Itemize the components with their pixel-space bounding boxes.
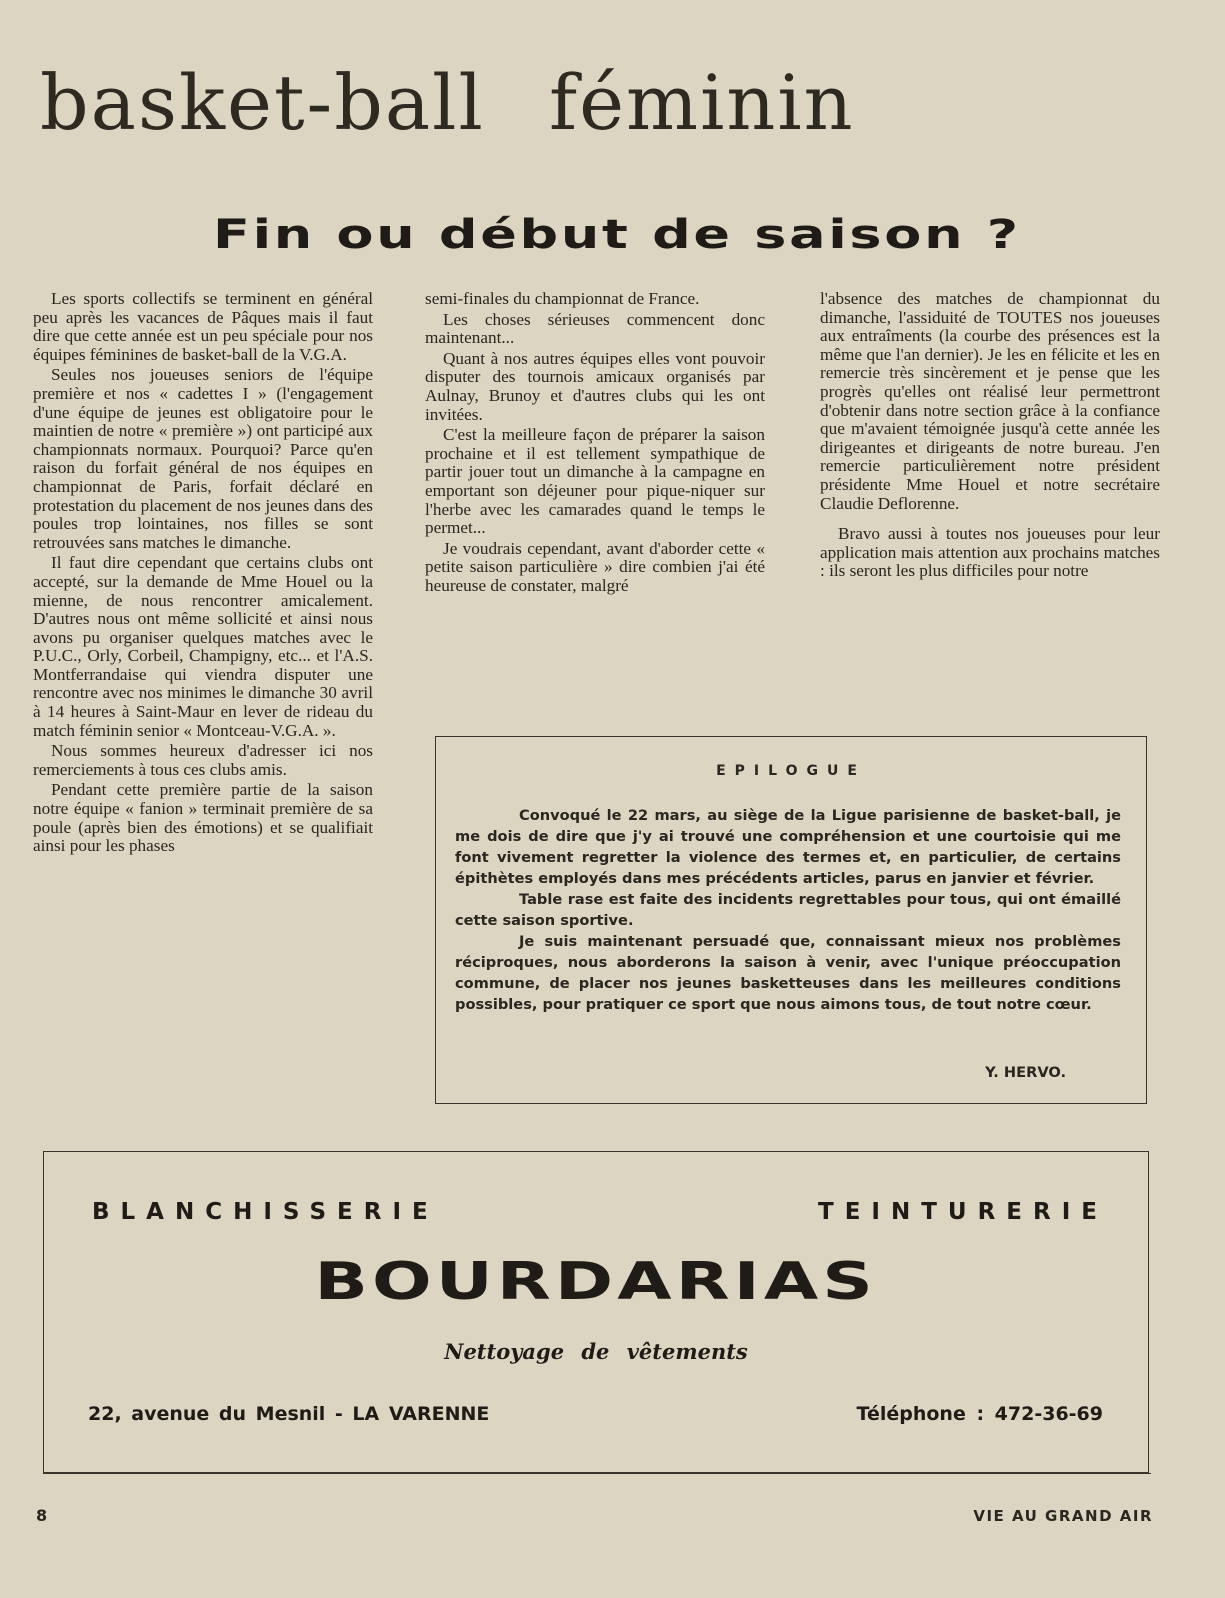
epilogue-paragraph: Table rase est faite des incidents regrettables pour tous, qui ont émaillé cette saison sportive. [455, 891, 1121, 929]
paragraph: semi-finales du championnat de France. [425, 289, 700, 308]
ad-address: 22, avenue du Mesnil - LA VARENNE [88, 1403, 490, 1425]
paragraph: l'absence des matches de championnat du dimanche, l'assiduité de TOUTES nos joueuses aux entraîments (la courbe des présences est la même que l'an dernier). Je les en félicite et les en remercie très sincèrement et je pense que les progrès qu'elles ont réalisé leur permettront d'obtenir dans notre section grâce à la confiance que m'avaient témoignée jusqu'à cette année les dirigeantes et dirigeants de notre bureau. J'en remercie particulièrement notre président présidente Mme Houel et notre secrétaire Claudie Deflorenne. [820, 289, 1160, 513]
epilogue-paragraph: Convoqué le 22 mars, au siège de la Ligue parisienne de basket-ball, je me dois de dire que j'y ai trouvé une compréhension et une courtoisie qui me font vivement regretter la violence des termes et, en particulier, de certains épithètes employés dans mes précédents articles, parus en janvier et février. [455, 807, 1121, 887]
paragraph: Quant à nos autres équipes elles vont pouvoir disputer des tournois amicaux organisés par Aulnay, Brunoy et d'autres clubs qui les ont invitées. [425, 348, 765, 424]
advertisement [43, 1151, 1149, 1473]
footer-divider [43, 1473, 1151, 1474]
epilogue-box [435, 736, 1147, 1104]
ad-brand: BOURDARIAS [314, 1252, 877, 1312]
article-column-2 [425, 290, 765, 598]
paragraph: Pendant cette première partie de la saison notre équipe « fanion » terminait première de sa poule (après bien des émotions) et se qualifiait ainsi pour les phases [33, 780, 373, 856]
article-column-3 [820, 290, 1160, 583]
epilogue-signature: Y. HERVO. [985, 1064, 1066, 1081]
article-subtitle: Fin ou début de saison ? [212, 212, 1021, 258]
ad-left-word: BLANCHISSERIE [92, 1199, 439, 1225]
epilogue-body [455, 805, 1121, 1015]
ad-phone: Téléphone : 472-36-69 [856, 1403, 1103, 1425]
paragraph: Les sports collectifs se terminent en général peu après les vacances de Pâques mais il faut dire que cette année est un peu spéciale pour nos équipes féminines de basket-ball de la V.G.A. [33, 289, 373, 364]
paragraph: Seules nos joueuses seniors de l'équipe première et nos « cadettes I » (l'engagement d'une équipe de jeunes est obligatoire pour le maintien de notre « première ») ont participé aux championnats normaux. Pourquoi? Parce qu'en raison du forfait général de nos équipes en championnat de Paris, forfait déclaré en protestation du placement de nos jeunes dans des poules trop lointaines, nos filles se sont retrouvées sans matches le dimanche. [33, 365, 373, 552]
paragraph: Les choses sérieuses commencent donc maintenant... [425, 309, 765, 348]
ad-tagline: Nettoyage de vêtements [444, 1339, 748, 1364]
paragraph: C'est la meilleure façon de préparer la saison prochaine et il est tellement sympathique de partir jouer tout un dimanche à la campagne en emportant son déjeuner pour pique-niquer sur l'herbe avec les camarades quand le temps le permet... [425, 425, 765, 538]
paragraph: Nous sommes heureux d'adresser ici nos remerciements à tous ces clubs amis. [33, 741, 373, 779]
epilogue-title: EPILOGUE [716, 763, 866, 779]
paragraph: Il faut dire cependant que certains clubs ont accepté, sur la demande de Mme Houel ou la mienne, de nous rencontrer amicalement. D'autres nous ont même sollicité et ainsi nous avons pu organiser quelques matches avec le P.U.C., Orly, Corbeil, Champigny, etc... et l'A.S. Montferrandaise qui viendra disputer une rencontre avec nos minimes le dimanche 30 avril à 14 heures à Saint-Maur en lever de rideau du match féminin senior « Montceau-V.G.A. ». [33, 553, 373, 740]
ad-right-word: TEINTURERIE [818, 1199, 1108, 1225]
epilogue-paragraph: Je suis maintenant persuadé que, connaissant mieux nos problèmes réciproques, nous aborderons la saison à venir, avec l'unique préoccupation commune, de placer nos jeunes basketteuses dans les meilleures conditions possibles, pour pratiquer ce sport que nous aimons tous, de tout notre cœur. [455, 933, 1121, 1013]
paragraph: Bravo aussi à toutes nos joueuses pour leur application mais attention aux prochains matches : ils seront les plus difficiles pour notre [820, 524, 1160, 581]
magazine-title: VIE AU GRAND AIR [973, 1507, 1153, 1525]
page-number: 8 [36, 1506, 48, 1525]
article-column-1 [33, 290, 373, 858]
paragraph: Je voudrais cependant, avant d'aborder cette « petite saison particulière » dire combien j'ai été heureuse de constater, malgré [425, 538, 765, 595]
article-title: basket-ball féminin [40, 58, 855, 147]
